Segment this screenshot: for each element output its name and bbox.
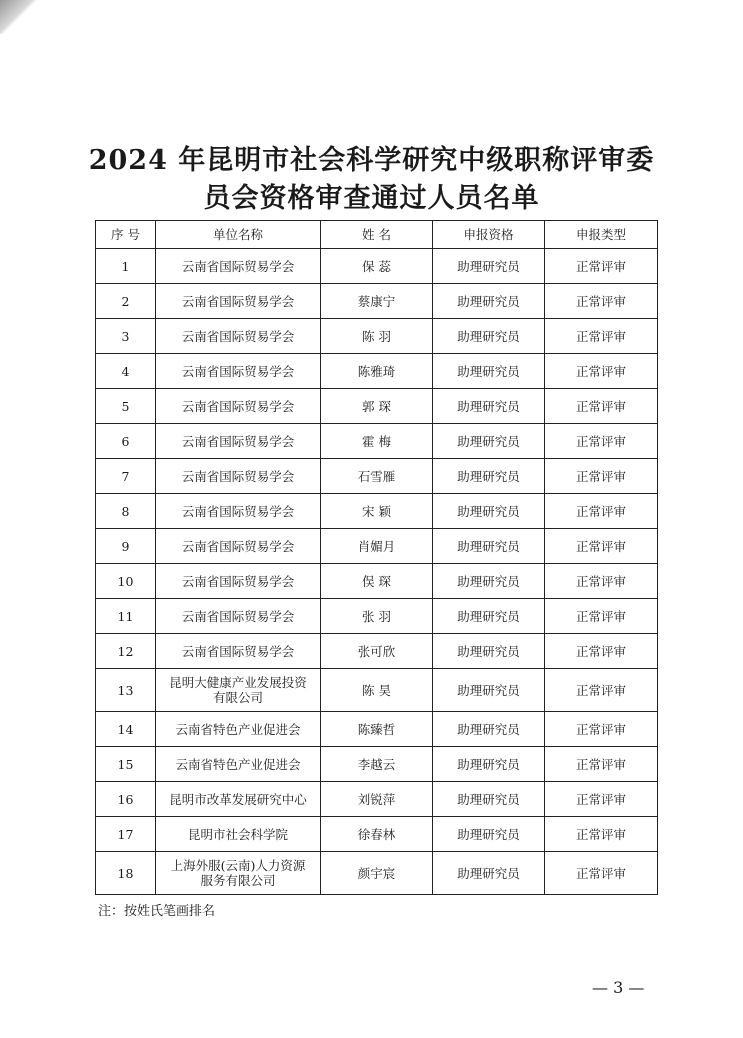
roster-table bbox=[95, 220, 658, 895]
cell-type bbox=[545, 599, 658, 634]
cell-unit bbox=[156, 249, 321, 284]
cell-name bbox=[321, 284, 433, 319]
cell-type bbox=[545, 747, 658, 782]
cell-qualification-text: 助理研究员 bbox=[457, 538, 520, 554]
cell-serial-text: 15 bbox=[117, 756, 134, 772]
cell-qualification bbox=[433, 817, 545, 852]
cell-unit bbox=[156, 712, 321, 747]
cell-qualification-text: 助理研究员 bbox=[457, 608, 520, 624]
cell-name bbox=[321, 669, 433, 712]
cell-qualification bbox=[433, 249, 545, 284]
cell-qualification bbox=[433, 389, 545, 424]
cell-qualification bbox=[433, 634, 545, 669]
table-row bbox=[96, 529, 658, 564]
cell-serial-text: 4 bbox=[121, 363, 130, 379]
cell-serial bbox=[96, 817, 156, 852]
cell-unit bbox=[156, 319, 321, 354]
cell-type-text: 正常评审 bbox=[575, 293, 626, 309]
cell-unit-text: 昆明大健康产业发展投资有限公司 bbox=[169, 675, 307, 705]
cell-qualification bbox=[433, 284, 545, 319]
page-number: — 3 — bbox=[592, 978, 645, 997]
cell-type bbox=[545, 817, 658, 852]
cell-name-text: 石雪雁 bbox=[357, 468, 396, 484]
cell-serial bbox=[96, 389, 156, 424]
cell-qualification-text: 助理研究员 bbox=[457, 433, 520, 449]
cell-type bbox=[545, 249, 658, 284]
cell-type-text: 正常评审 bbox=[575, 791, 626, 807]
cell-serial bbox=[96, 354, 156, 389]
table-row bbox=[96, 564, 658, 599]
cell-name bbox=[321, 782, 433, 817]
cell-name-text: 徐春林 bbox=[357, 826, 396, 842]
cell-type-text: 正常评审 bbox=[575, 363, 626, 379]
cell-unit-text: 云南省国际贸易学会 bbox=[181, 293, 295, 309]
header-unit: 单位名称 bbox=[156, 221, 321, 249]
cell-name bbox=[321, 389, 433, 424]
cell-unit bbox=[156, 284, 321, 319]
cell-type bbox=[545, 319, 658, 354]
cell-type-text: 正常评审 bbox=[575, 682, 626, 698]
cell-name-text: 张可欣 bbox=[357, 643, 396, 659]
cell-unit bbox=[156, 782, 321, 817]
header-type: 申报类型 bbox=[545, 221, 658, 249]
cell-unit-text: 云南省国际贸易学会 bbox=[181, 503, 295, 519]
cell-serial bbox=[96, 424, 156, 459]
cell-type bbox=[545, 669, 658, 712]
cell-qualification bbox=[433, 529, 545, 564]
cell-unit bbox=[156, 669, 321, 712]
cell-unit-text: 云南省特色产业促进会 bbox=[175, 756, 301, 772]
cell-type bbox=[545, 529, 658, 564]
cell-serial bbox=[96, 747, 156, 782]
table-row bbox=[96, 459, 658, 494]
cell-qualification-text: 助理研究员 bbox=[457, 468, 520, 484]
cell-name-text: 俣 琛 bbox=[362, 573, 391, 589]
cell-qualification bbox=[433, 712, 545, 747]
table-row bbox=[96, 852, 658, 895]
cell-serial-text: 16 bbox=[117, 791, 134, 807]
cell-type-text: 正常评审 bbox=[575, 865, 626, 881]
cell-unit bbox=[156, 747, 321, 782]
table-row bbox=[96, 782, 658, 817]
cell-qualification-text: 助理研究员 bbox=[457, 573, 520, 589]
cell-serial bbox=[96, 249, 156, 284]
cell-type-text: 正常评审 bbox=[575, 643, 626, 659]
cell-qualification-text: 助理研究员 bbox=[457, 363, 520, 379]
table-header-row bbox=[96, 221, 658, 249]
cell-qualification-text: 助理研究员 bbox=[457, 293, 520, 309]
cell-serial-text: 5 bbox=[121, 398, 130, 414]
cell-name bbox=[321, 354, 433, 389]
cell-serial-text: 1 bbox=[121, 258, 130, 274]
cell-type bbox=[545, 712, 658, 747]
cell-serial bbox=[96, 319, 156, 354]
cell-qualification-text: 助理研究员 bbox=[457, 398, 520, 414]
cell-name-text: 刘锐萍 bbox=[357, 791, 396, 807]
table-row bbox=[96, 712, 658, 747]
cell-serial bbox=[96, 494, 156, 529]
header-serial: 序 号 bbox=[96, 221, 156, 249]
cell-type bbox=[545, 494, 658, 529]
document-title bbox=[0, 142, 743, 218]
cell-unit bbox=[156, 459, 321, 494]
cell-name-text: 陈 昊 bbox=[362, 682, 391, 698]
cell-qualification bbox=[433, 354, 545, 389]
cell-type-text: 正常评审 bbox=[575, 468, 626, 484]
cell-name-text: 蔡康宁 bbox=[357, 293, 396, 309]
cell-unit bbox=[156, 354, 321, 389]
cell-name bbox=[321, 634, 433, 669]
cell-unit-text: 云南省国际贸易学会 bbox=[181, 398, 295, 414]
cell-name-text: 陈雅琦 bbox=[357, 363, 396, 379]
table-row bbox=[96, 669, 658, 712]
cell-serial bbox=[96, 852, 156, 895]
cell-serial bbox=[96, 529, 156, 564]
cell-name bbox=[321, 494, 433, 529]
table-row bbox=[96, 424, 658, 459]
cell-qualification bbox=[433, 494, 545, 529]
cell-unit-text: 云南省特色产业促进会 bbox=[175, 721, 301, 737]
cell-unit bbox=[156, 424, 321, 459]
cell-type-text: 正常评审 bbox=[575, 573, 626, 589]
cell-type bbox=[545, 459, 658, 494]
cell-qualification-text: 助理研究员 bbox=[457, 721, 520, 737]
cell-serial bbox=[96, 599, 156, 634]
cell-type-text: 正常评审 bbox=[575, 826, 626, 842]
cell-qualification-text: 助理研究员 bbox=[457, 826, 520, 842]
cell-serial-text: 14 bbox=[117, 721, 134, 737]
cell-type-text: 正常评审 bbox=[575, 756, 626, 772]
cell-serial-text: 10 bbox=[117, 573, 134, 589]
cell-qualification-text: 助理研究员 bbox=[457, 503, 520, 519]
cell-serial-text: 13 bbox=[117, 682, 134, 698]
cell-type-text: 正常评审 bbox=[575, 721, 626, 737]
cell-qualification bbox=[433, 564, 545, 599]
cell-unit-text: 云南省国际贸易学会 bbox=[181, 538, 295, 554]
cell-unit-text: 云南省国际贸易学会 bbox=[181, 258, 295, 274]
cell-qualification bbox=[433, 424, 545, 459]
cell-qualification-text: 助理研究员 bbox=[457, 328, 520, 344]
cell-serial-text: 8 bbox=[121, 503, 130, 519]
cell-name-text: 肖媚月 bbox=[357, 538, 396, 554]
cell-name bbox=[321, 817, 433, 852]
header-qualification: 申报资格 bbox=[433, 221, 545, 249]
cell-type bbox=[545, 852, 658, 895]
title-line-2: 员会资格审查通过人员名单 bbox=[203, 183, 540, 214]
cell-type bbox=[545, 424, 658, 459]
cell-serial bbox=[96, 459, 156, 494]
cell-name bbox=[321, 319, 433, 354]
cell-qualification-text: 助理研究员 bbox=[457, 682, 520, 698]
cell-type bbox=[545, 634, 658, 669]
cell-qualification-text: 助理研究员 bbox=[457, 258, 520, 274]
cell-name-text: 颜宇宸 bbox=[357, 865, 396, 881]
table-row bbox=[96, 389, 658, 424]
cell-name bbox=[321, 459, 433, 494]
cell-unit-text: 上海外服(云南)人力资源服务有限公司 bbox=[170, 858, 306, 888]
cell-serial bbox=[96, 634, 156, 669]
cell-unit bbox=[156, 599, 321, 634]
cell-type bbox=[545, 782, 658, 817]
cell-serial-text: 17 bbox=[117, 826, 134, 842]
table-row bbox=[96, 284, 658, 319]
table-row bbox=[96, 249, 658, 284]
cell-serial-text: 12 bbox=[117, 643, 134, 659]
cell-qualification bbox=[433, 459, 545, 494]
cell-serial bbox=[96, 564, 156, 599]
cell-unit-text: 云南省国际贸易学会 bbox=[181, 608, 295, 624]
cell-name-text: 李越云 bbox=[357, 756, 396, 772]
cell-qualification bbox=[433, 852, 545, 895]
cell-qualification bbox=[433, 747, 545, 782]
table-body bbox=[96, 249, 658, 895]
cell-qualification-text: 助理研究员 bbox=[457, 865, 520, 881]
cell-name-text: 保 蕊 bbox=[362, 258, 391, 274]
cell-name-text: 张 羽 bbox=[362, 608, 391, 624]
cell-qualification-text: 助理研究员 bbox=[457, 791, 520, 807]
cell-type-text: 正常评审 bbox=[575, 538, 626, 554]
cell-type-text: 正常评审 bbox=[575, 433, 626, 449]
cell-serial-text: 3 bbox=[121, 328, 130, 344]
cell-unit-text: 云南省国际贸易学会 bbox=[181, 433, 295, 449]
cell-name bbox=[321, 852, 433, 895]
cell-type bbox=[545, 354, 658, 389]
cell-name bbox=[321, 747, 433, 782]
cell-qualification bbox=[433, 319, 545, 354]
cell-unit bbox=[156, 494, 321, 529]
cell-unit-text: 昆明市社会科学院 bbox=[187, 826, 288, 842]
cell-name bbox=[321, 564, 433, 599]
cell-unit bbox=[156, 817, 321, 852]
cell-serial-text: 2 bbox=[121, 293, 130, 309]
cell-serial bbox=[96, 284, 156, 319]
cell-type-text: 正常评审 bbox=[575, 258, 626, 274]
cell-name bbox=[321, 529, 433, 564]
cell-unit bbox=[156, 389, 321, 424]
cell-name-text: 霍 梅 bbox=[362, 433, 391, 449]
cell-name bbox=[321, 249, 433, 284]
table-row bbox=[96, 634, 658, 669]
cell-qualification-text: 助理研究员 bbox=[457, 643, 520, 659]
header-name: 姓 名 bbox=[321, 221, 433, 249]
cell-qualification-text: 助理研究员 bbox=[457, 756, 520, 772]
cell-name bbox=[321, 424, 433, 459]
cell-serial-text: 9 bbox=[121, 538, 130, 554]
footnote: 注：按姓氏笔画排名 bbox=[98, 904, 216, 919]
cell-name-text: 陈 羽 bbox=[362, 328, 391, 344]
cell-qualification bbox=[433, 599, 545, 634]
title-line-1: 2024 年昆明市社会科学研究中级职称评审委 bbox=[88, 145, 655, 176]
cell-type-text: 正常评审 bbox=[575, 328, 626, 344]
cell-name bbox=[321, 712, 433, 747]
cell-serial bbox=[96, 669, 156, 712]
cell-name-text: 宋 颖 bbox=[362, 503, 391, 519]
cell-serial-text: 7 bbox=[121, 468, 130, 484]
cell-type bbox=[545, 389, 658, 424]
table-row bbox=[96, 494, 658, 529]
cell-unit-text: 云南省国际贸易学会 bbox=[181, 643, 295, 659]
cell-serial bbox=[96, 782, 156, 817]
cell-type-text: 正常评审 bbox=[575, 398, 626, 414]
table-row bbox=[96, 817, 658, 852]
table-row bbox=[96, 319, 658, 354]
cell-type bbox=[545, 284, 658, 319]
cell-serial-text: 6 bbox=[121, 433, 130, 449]
table-row bbox=[96, 354, 658, 389]
cell-qualification bbox=[433, 669, 545, 712]
cell-type bbox=[545, 564, 658, 599]
table-row bbox=[96, 747, 658, 782]
cell-name bbox=[321, 599, 433, 634]
cell-unit-text: 云南省国际贸易学会 bbox=[181, 468, 295, 484]
cell-type-text: 正常评审 bbox=[575, 503, 626, 519]
cell-serial-text: 11 bbox=[117, 608, 134, 624]
cell-type-text: 正常评审 bbox=[575, 608, 626, 624]
cell-unit bbox=[156, 564, 321, 599]
cell-unit-text: 昆明市改革发展研究中心 bbox=[169, 791, 307, 807]
cell-name-text: 陈臻哲 bbox=[357, 721, 396, 737]
page-corner-fold bbox=[0, 0, 38, 34]
cell-unit-text: 云南省国际贸易学会 bbox=[181, 573, 295, 589]
cell-unit bbox=[156, 634, 321, 669]
cell-qualification bbox=[433, 782, 545, 817]
cell-serial-text: 18 bbox=[117, 865, 134, 881]
cell-serial bbox=[96, 712, 156, 747]
cell-unit bbox=[156, 852, 321, 895]
cell-unit bbox=[156, 529, 321, 564]
cell-name-text: 郭 琛 bbox=[362, 398, 391, 414]
cell-unit-text: 云南省国际贸易学会 bbox=[181, 363, 295, 379]
table-row bbox=[96, 599, 658, 634]
cell-unit-text: 云南省国际贸易学会 bbox=[181, 328, 295, 344]
